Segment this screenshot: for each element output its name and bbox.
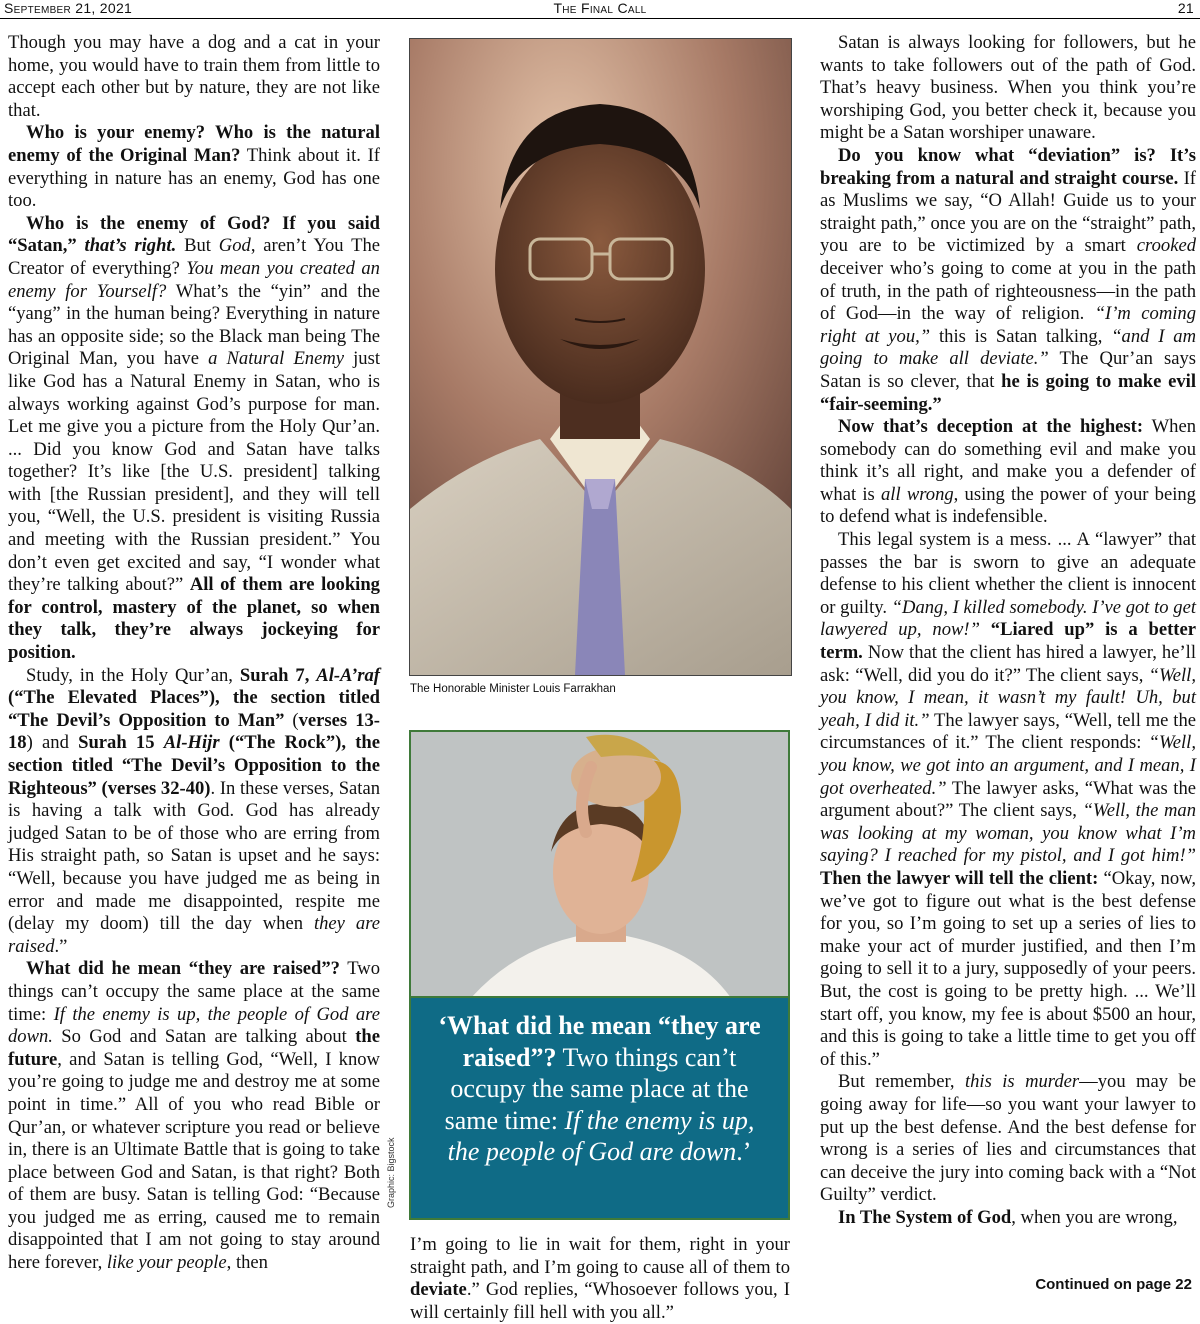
paragraph: Study, in the Holy Qur’an, Surah 7, Al-A’raf (“The Elevated Places”), the section titled “The Devil’s Opposition to Man” (verses 13-18) and Surah 15 Al-Hijr (“The Rock”), the section titled “The Devil’s Opposition to the Righteous” (verses 32-40). In these verses, Satan is having a talk with God. God has already judged Satan to be of those who are erring from His straight path, so Satan is upset and he says: “Well, because you have judged me as being in error and made me disappointed, respite me (delay my doom) till the day when they are raised.”	[8, 664, 381, 957]
paragraph: But remember, this is murder—you may be going away for life—so you want your lawyer to put up the best defense. And the best defense for wrong is a series of lies and circumstances that can deceive the jury into coming back with a “Not Guilty” verdict.	[820, 1071, 1196, 1206]
issue-date: September 21, 2021	[4, 0, 133, 16]
article-column-3	[820, 32, 1196, 1229]
page-header	[0, 0, 1200, 19]
portrait-illustration	[410, 39, 791, 675]
paragraph: Do you know what “deviation” is? It’s breaking from a natural and straight course. If as Muslims we say, “O Allah! Guide us to your straight path,” once you are on the “straight” path, you are to be victimized by a smart crooked deceiver who’s going to come at you in the path of truth, in the path of righteousness—in the path of God—in the way of religion. “I’m coming right at you,” this is Satan talking, “and I am going to make all deviate.” The Qur’an says Satan is so clever, that he is going to make evil “fair-seeming.”	[820, 144, 1197, 415]
paragraph: Who is your enemy? Who is the natural enemy of the Original Man? Think about it. If everything in nature has an enemy, God has one too.	[8, 122, 380, 212]
paragraph: Though you may have a dog and a cat in your home, you would have to train them from little to accept each other but by nature, they are not like that.	[8, 32, 380, 121]
article-column-1	[8, 32, 380, 1275]
mask-illustration	[411, 732, 788, 998]
article-column-2	[410, 1234, 790, 1324]
pull-quote: ‘What did he mean “they are raised”? Two things can’t occupy the same place at the same time: If the enemy is up, the people of God are down.’	[409, 998, 790, 1220]
paragraph: What did he mean “they are raised”? Two things can’t occupy the same place at the same time: If the enemy is up, the people of God are down. So God and Satan are talking about the future, and Satan is telling God, “Well, I know you’re going to judge me and destroy me at some point in time.” All of you who read Bible or Qur’an, or whatever scripture you read or believe in, there is an Ultimate Battle that is going to take place between God and Satan, is that right? Both of them are busy. Satan is telling God: “Because you judged me as erring, caused me to remain disappointed that I am not going to stay around here forever, like your people, then	[8, 958, 380, 1274]
continued-link[interactable]: Continued on page 22	[1035, 1276, 1192, 1293]
paragraph: Satan is always looking for followers, but he wants to take followers out of the path of God. That’s heavy business. When you think you’re worshiping God, you better check it, because you might be a Satan worshiper unaware.	[820, 32, 1196, 144]
photo-caption: The Honorable Minister Louis Farrakhan	[410, 683, 616, 695]
page-number: 21	[1177, 0, 1194, 16]
graphic-credit: Graphic: Bigstock	[386, 1137, 396, 1208]
portrait-photo	[409, 38, 792, 676]
paragraph: This legal system is a mess. ... A “lawyer” that passes the bar is sworn to give an adequate defense to his client whether the client is innocent or guilty. “Dang, I killed somebody. I’ve got to get lawyered up, now!” “Liared up” is a better term. Now that the client has hired a lawyer, he’ll ask: “Well, did you do it?” The client says, “Well, you know, I mean, it wasn’t my fault! Uh, but yeah, I did it.” The lawyer says, “Well, tell me the circumstances of it.” The client responds: “Well, you know, we got into an argument, and I mean, I got overheated.” The lawyer asks, “What was the argument about?” The client says, “Well, the man was looking at my woman, you know what I’m saying? I reached for my pistol, and I got him!” Then the lawyer will tell the client: “Okay, now, we’ve got to figure out what is the best defense for you, so I’m going to set up a series of lies to make your act of murder justified, and then I’m going to sell it to a jury, supposedly of your peers. But, the cost is going to be pretty high. ... We’ll start off, you know, my fee is about $500 an hour, and this is going to take a little time to get you off of this.”	[820, 529, 1197, 1070]
mask-graphic	[409, 730, 790, 998]
paragraph: Who is the enemy of God? If you said “Satan,” that’s right. But God, aren’t You The Creator of everything? You mean you created an enemy for Yourself? What’s the “yin” and the “yang” in the human being? Everything in nature has an opposite side; so the Black man being The Original Man, you have a Natural Enemy just like God has a Natural Enemy in Satan, who is always working against God’s purpose for man. Let me give you a picture from the Holy Qur’an. ... Did you know God and Satan have talks together? It’s like [the U.S. president] talking with [the Russian president], and they will tell you, “Well, the U.S. president is visiting Russia and meeting with the Russian president.” You don’t even get excited and say, “I wonder what they’re talking about?” All of them are looking for control, mastery of the planet, so when they talk, they’re always jockeying for position.	[8, 212, 381, 664]
publication-title: The Final Call	[553, 0, 647, 16]
paragraph: Now that’s deception at the highest: When somebody can do something evil and make you think it’s all right, and make you a defender of what is all wrong, using the power of your being to defend what is indefensible.	[820, 416, 1196, 528]
paragraph: In The System of God, when you are wrong,	[838, 1206, 1178, 1228]
paragraph: I’m going to lie in wait for them, right in your straight path, and I’m going to cause all of them to deviate.” God replies, “Whosoever follows you, I will certainly fill hell with you all.”	[410, 1234, 790, 1323]
